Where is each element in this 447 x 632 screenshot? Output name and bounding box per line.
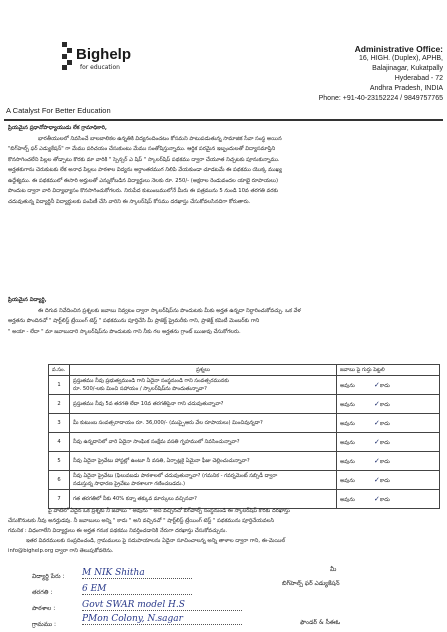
- village-field[interactable]: PMon Colony, N.sagar: [82, 614, 242, 625]
- question-text: గత తరగతిలో నీకు 40% కన్నా తక్కువ మార్కులు వచ్చినవా?: [73, 496, 197, 502]
- logo-mark: [62, 42, 72, 70]
- name-label: విద్యార్థి పేరు :: [32, 573, 65, 580]
- tick-icon: ✓: [374, 494, 380, 503]
- no-option[interactable]: కాదు: [379, 458, 390, 465]
- row-question: [70, 395, 337, 414]
- office-address: [243, 44, 443, 104]
- question-text: రూ. 500/-లకు మించి సహాయం / స్కాలర్‌షిప్‌ను పొందుతున్నావా?: [73, 386, 207, 392]
- table-row: [49, 471, 440, 490]
- student-section: [8, 295, 439, 337]
- sign-title: ఫౌండర్ & సీఈఓ: [300, 619, 341, 626]
- closing-line: చేసుకొనుటకు నీవు అనర్హుడవు. నీ జవాబులు అన్ని " కాదు " అని వచ్చినచో " షార్ట్‌లిస్ట్ ట్రేయింగ్ టెస్ట్ " పథకమును పూర్తిచేయవలసి: [8, 518, 275, 524]
- intro-line: అర్హతకుగాను చెరుకుటకు లేక అనాధ పిల్లలు పాఠశాల విద్యను అర్ధాంతరముగ నిలిపి వేయకుండా చూడటమే ఈ పథకము యొక్క ముఖ్య: [8, 167, 282, 173]
- question-text: మీ కుటుంబ సంవత్సరాదాయం రూ. 36,000/- (ముప్పైఆరు వేల రూపాయలు) మించివున్నదా?: [73, 420, 263, 426]
- table-row: [49, 395, 440, 414]
- salutation-head: ప్రియమైన ప్రధానోపాధ్యాయుడు లేక గ్రామాధికారి,: [8, 125, 107, 131]
- intro-line: చదువుతున్న విద్యార్థినీ విద్యార్థులకు పంపిణీ చేసి వారిని ఈ స్కాలర్‌షిప్ కోసము దరఖాస్తు చేసుకోవలసినదిగా కోరుతారు.: [8, 198, 251, 205]
- row-number: 2: [49, 395, 70, 414]
- intro-line: పొందుట ద్వారా వారి విద్యాభ్యాసం కొనసాగించుకోగలరు. నిరుపేద కుటుంబములోనే మీరు ఈ పత్రమును 5 నుండి 10వ తరగతి వరకు: [8, 188, 279, 194]
- name-field[interactable]: M NIK Shitha: [82, 568, 192, 579]
- sign-you: మీ: [330, 566, 337, 573]
- yes-option[interactable]: అవును: [340, 401, 355, 408]
- letter-intro: [8, 123, 439, 207]
- tick-icon: ✓: [374, 380, 380, 389]
- sign-organization: బిగ్‌హెల్ప్ ఫర్ ఎడ్యుకేషన్: [282, 580, 340, 587]
- closing-line: ఇతర వివరములకు సంప్రదించండి, గ్రామములు పై సదుపాయాలను ఏదైనా సూచించాలన్న అన్ని తాళాల ద్వారా గాని, ఈ-మెయిల్: [26, 538, 286, 544]
- tick-icon: ✓: [374, 456, 380, 465]
- no-option[interactable]: కాదు: [379, 496, 390, 503]
- question-text: నీవు ఏదైనా ప్రైవేటు హాస్టల్లో ఉంటూ నీ వసతి, ఏర్పాట్లకై ఏమైనా ఫీజు చెల్లించుచున్నావా?: [73, 458, 250, 464]
- row-question: [70, 433, 337, 452]
- question-text: ప్రస్తుతము నీవు 5వ తరగతి లేదా 10వ తరగతిపైనా గాని చదువుతున్నావా?: [73, 401, 224, 407]
- row-answer[interactable]: [337, 452, 440, 471]
- brand-subtitle: for education: [80, 64, 120, 71]
- table-header-row: [49, 365, 440, 376]
- intro-line: "బిగ్‌హెల్ప్ ఫర్ ఎడ్యుకేషన్" గా మేము పరిచయం చేసుకుంటు మేము సంతోషిస్తున్నాము. ఆర్థిక పరమైన ఇబ్బందులతో విద్యాసమాప్తిని: [8, 146, 276, 152]
- tagline: A Catalyst For Better Education: [6, 106, 111, 115]
- no-option[interactable]: కాదు: [379, 401, 390, 408]
- office-line: Balajinagar, Kukatpally: [372, 65, 443, 72]
- question-text: నడుస్తున్న సాధారణ ప్రైవేటు పాఠశాలగా గణించబడదు.): [73, 481, 186, 487]
- student-line: ఈ దిగువ నివేదించిన ప్రశ్నలకు జవాబు నివ్వటం ద్వారా స్కాలర్‌షిప్‌ను పొందుటకు మీకు అర్హత ఉన్నదా నిర్ధారించుకోవచ్చు. ఒక వేళ: [38, 307, 301, 314]
- tick-icon: ✓: [374, 399, 380, 408]
- office-line: 16, HIGH. (Duplex), APHB,: [358, 55, 443, 62]
- tick-icon: ✓: [374, 418, 380, 427]
- school-field[interactable]: Govt SWAR model H.S: [82, 600, 242, 611]
- table-row: [49, 433, 440, 452]
- intro-line: కొనసాగించలేని పిల్లల తోడ్పాటు కొరకు మా వారికి " స్పెన్సర్ ఎ షిప్ " స్కాలర్‌షిప్ పథకము ద్వారా చేయూత నిచ్చటకు పూనుకున్నాము.: [8, 156, 280, 163]
- office-line: Hyderabad - 72: [394, 75, 443, 82]
- yes-option[interactable]: అవును: [340, 477, 355, 484]
- no-option[interactable]: కాదు: [379, 477, 390, 484]
- closing-line: గమనిక : విధంగాలేని విద్యార్థులు ఈ అర్హత గనుక పథకము నివర్తించడానికి నేరుగా దరఖాస్తు చేసుకోవచ్చును.: [8, 528, 228, 534]
- intro-line: ఉద్దేశ్యము. ఈ పథకములో ఈసారి అర్హులతో ఎన్నుకోబడిన విద్యార్థులు నెలకు రూ. 250/- (అక్షరాల రెండువందల యాభై రూపాయలు): [8, 177, 279, 184]
- row-number: 3: [49, 414, 70, 433]
- header-divider: [4, 119, 443, 121]
- table-row: [49, 452, 440, 471]
- yes-option[interactable]: అవును: [340, 382, 355, 389]
- tick-icon: ✓: [374, 475, 380, 484]
- no-option[interactable]: కాదు: [379, 382, 390, 389]
- brand-name: Bighelp: [76, 46, 131, 63]
- yes-option[interactable]: అవును: [340, 458, 355, 465]
- student-line: అర్హతను పొందినచో " షార్ట్‌లిస్ట్ ట్రేయింగ్ టెస్ట్ " పథకమును పూర్తిచేసి మీ ప్రాజెక్ట్ ప్రైమరీకు గాని, ప్రాజెక్ట్ కమిటీ మెంబర్‌కు గాని: [8, 318, 260, 324]
- row-number: 1: [49, 376, 70, 395]
- question-text: నీవు ఏదైనా ప్రైవేటు (ఫిలువబడు పాఠశాలలో చదువుతున్నావా? (గమనిక - గవర్నమెంట్ సబ్సిడీ ద్వారా: [73, 473, 278, 479]
- row-question: [70, 414, 337, 433]
- question-text: నీవు ఉన్నదానిలో వారి ఏదైనా సాంఘిక సంక్షేమ వసతి గృహములో నివసించున్నావా?: [73, 439, 240, 445]
- office-phone: Phone: +91-40-23152224 / 9849757765: [318, 95, 443, 102]
- row-answer[interactable]: [337, 414, 440, 433]
- student-line: " అయా - లేదా " మా జవాబుదారి స్కాలర్‌షిప్‌ను పొందుటకు గాని నీకు గల అర్హతను గ్రాంట్ ఋజువు చేసుకోగలరు.: [8, 328, 241, 335]
- col-question-header: ప్రశ్నలు: [70, 365, 337, 376]
- row-question: [70, 471, 337, 490]
- row-number: 7: [49, 490, 70, 509]
- table-row: [49, 414, 440, 433]
- closing-line: పై వాటిలో ఏదైన ఒక ప్రశ్నకు నీ జవాబు " అవును " అని వచ్చినచో బిగ్‌హెల్ప్ సంస్థనుండి ఈ స్కాలర్‌షిప్ కొరకు దరఖాస్తు: [48, 508, 290, 514]
- row-answer[interactable]: [337, 376, 440, 395]
- row-question: [70, 452, 337, 471]
- office-title: Administrative Office:: [354, 44, 443, 54]
- table-row: [49, 376, 440, 395]
- row-question: [70, 376, 337, 395]
- tick-icon: ✓: [374, 437, 380, 446]
- row-answer[interactable]: [337, 471, 440, 490]
- office-line: Andhra Pradesh, INDIA: [369, 85, 443, 92]
- question-text: ప్రస్తుతము నీవు ప్రభుత్వముండి గాని ఏదైనా సంస్థనుండి గాని సంవత్సరమునకు: [73, 378, 229, 384]
- student-salutation: ప్రియమైన విద్యార్థి,: [8, 297, 47, 303]
- school-label: పాఠశాల :: [32, 605, 56, 612]
- contact-email-line[interactable]: info@bighelp.org ద్వారా గాని తెలుపుకోవలెను.: [8, 548, 114, 554]
- row-answer[interactable]: [337, 395, 440, 414]
- row-number: 4: [49, 433, 70, 452]
- class-field[interactable]: 6 EM: [82, 584, 192, 595]
- village-label: గ్రామము :: [32, 621, 57, 628]
- row-number: 6: [49, 471, 70, 490]
- col-no-header: వ.సం.: [49, 365, 70, 376]
- no-option[interactable]: కాదు: [379, 439, 390, 446]
- eligibility-table: [48, 364, 440, 509]
- yes-option[interactable]: అవును: [340, 420, 355, 427]
- class-label: తరగతి :: [32, 589, 53, 596]
- row-answer[interactable]: [337, 433, 440, 452]
- yes-option[interactable]: అవును: [340, 496, 355, 503]
- intro-line: భారతీయులలో నివసించే బాలబాలికల ఉన్నతికి విద్యనందించటం కోసమని పాటుపడుతున్న సామాజిక సేవా సంస్థ అయిన: [38, 135, 282, 142]
- closing-notes: [8, 506, 439, 556]
- col-answer-header: జవాబు పై గుర్తు పెట్టలి: [337, 365, 440, 376]
- yes-option[interactable]: అవును: [340, 439, 355, 446]
- no-option[interactable]: కాదు: [379, 420, 390, 427]
- row-number: 5: [49, 452, 70, 471]
